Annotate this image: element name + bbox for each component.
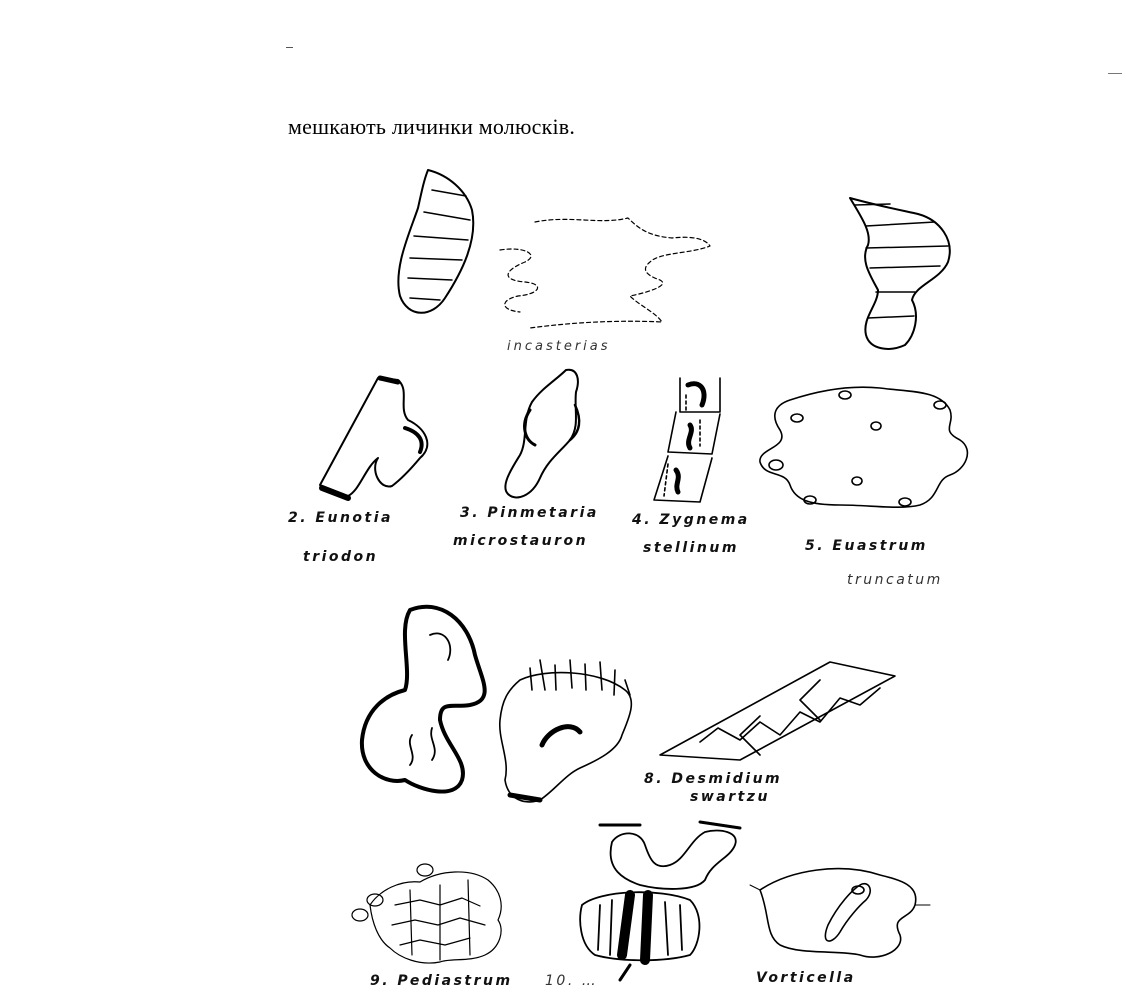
label-incasterias: incasterias [507, 339, 611, 354]
desmidium-drawing [660, 662, 895, 760]
euastrum-drawing [760, 387, 968, 507]
label-pediastrum: 9. Pediastrum [370, 973, 513, 989]
label-desmidium-species: swartzu [690, 789, 770, 805]
label-eunotia: 2. Eunotia [288, 510, 393, 526]
label-vorticella: Vorticella [756, 970, 856, 986]
vorticella-drawing [750, 869, 930, 957]
zygnema-drawing [654, 378, 720, 502]
label-eunotia-species: triodon [303, 549, 379, 565]
label-desmidium: 8. Desmidium [644, 771, 783, 787]
label-zygnema: 4. Zygnema [632, 512, 750, 528]
label-zygnema-species: stellinum [643, 540, 739, 556]
label-pinmetaria: 3. Pinmetaria [460, 505, 599, 521]
label-euastrum: 5. Euastrum [805, 538, 928, 554]
pediastrum-drawing [352, 864, 501, 963]
eunotia-drawing [320, 378, 427, 498]
organism-drawing-top-right [850, 198, 950, 349]
label-euastrum-species: truncatum [847, 572, 943, 588]
page-heading: мешкають личинки молюсків. [288, 114, 576, 139]
organism-drawing-top-middle [500, 218, 710, 328]
label-pinmetaria-species: microstauron [453, 533, 589, 549]
organism-drawing-top-left [398, 170, 473, 313]
label-figure-10: 10. … [545, 973, 599, 989]
organism-drawing-row3-middle [500, 660, 632, 802]
pinmetaria-drawing [505, 370, 579, 498]
organism-drawing-row3-left [362, 607, 485, 792]
organism-drawing-row4-middle [580, 822, 740, 980]
